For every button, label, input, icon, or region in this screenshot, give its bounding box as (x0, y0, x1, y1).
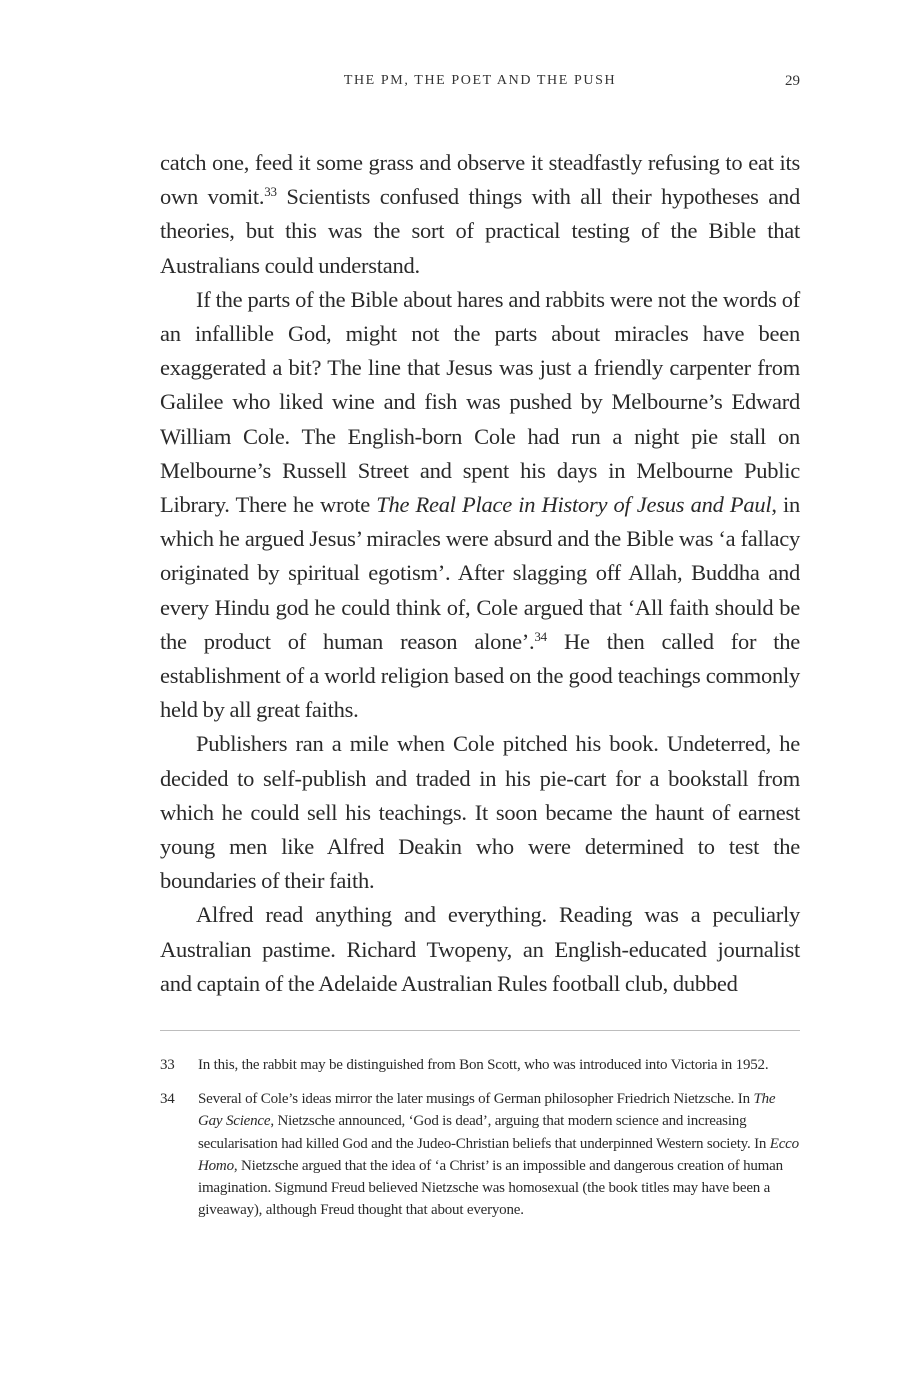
footnote-34-text-a: Several of Cole’s ideas mirror the later musings of German philosopher Friedrich Nietzsche. In (198, 1091, 754, 1108)
footnote-34 (160, 1088, 800, 1221)
footnote-reference-34: 34 (534, 628, 547, 644)
paragraph-2-text-a: If the parts of the Bible about hares and rabbits were not the words of an infallible God, might not the parts about miracles have been exaggerated a bit? The line that Jesus was just a friendly carpenter from Galilee who liked wine and fish was pushed by Melbourne’s Edward William Cole. The English-born Cole had run a night pie stall on Melbourne’s Russell Street and spent his days in Melbourne Public Library. There he wrote (160, 286, 800, 518)
running-title: THE PM, THE POET AND THE PUSH (343, 73, 617, 88)
paragraph-1 (160, 146, 800, 283)
footnote-text (198, 1088, 800, 1221)
paragraph-2-text-c: He then called for the establishment of a world religion based on the good teachings commonly held by all great faiths. (160, 628, 800, 723)
footnote-text: In this, the rabbit may be distinguished from Bon Scott, who was introduced into Victoria in 1952. (198, 1057, 769, 1073)
footnote-divider (160, 1030, 800, 1031)
paragraph-1-text-a: catch one, feed it some grass and observe it steadfastly refusing to eat its own vomit. (160, 150, 800, 210)
footnote-number: 33 (160, 1057, 175, 1073)
page-number: 29 (785, 73, 800, 89)
footnote-reference-33: 33 (264, 184, 277, 200)
footnote-34-text-b: , Nietzsche announced, ‘God is dead’, arguing that modern science and increasing secularisation had killed God and the Judeo-Christian beliefs that underpinned Western society. In (198, 1113, 770, 1152)
footnote-book-title-1: The Gay Science (198, 1091, 776, 1130)
paragraph-3: Publishers ran a mile when Cole pitched his book. Undeterred, he decided to self-publish and traded in his pie-cart for a bookstall from which he could sell his teachings. It soon became the haunt of earnest young men like Alfred Deakin who were determined to test the boundaries of their faith. (160, 731, 800, 894)
footnote-number: 34 (160, 1091, 175, 1108)
paragraph-2 (160, 283, 800, 728)
paragraph-4: Alfred read anything and everything. Reading was a peculiarly Australian pastime. Richard Twopeny, an English-educated journalist and captain of the Adelaide Australian Rules football club, dubbed (160, 902, 800, 996)
paragraph-1-text-b: Scientists confused things with all their hypotheses and theories, but this was the sort of practical testing of the Bible that Australians could understand. (160, 184, 800, 278)
book-title: The Real Place in History of Jesus and Paul (376, 492, 772, 518)
running-header (160, 73, 800, 95)
footnote-33 (160, 1054, 800, 1076)
footnote-book-title-2: Ecco Homo (198, 1135, 799, 1174)
paragraph-2-text-b: , in which he argued Jesus’ miracles were absurd and the Bible was ‘a fallacy originated by spiritual egotism’. After slagging off Allah, Buddha and every Hindu god he could think of, Cole argued that ‘All faith should be the product of human reason alone’. (160, 492, 800, 654)
footnote-34-text-c: , Nietzsche argued that the idea of ‘a Christ’ is an impossible and dangerous creation of human imagination. Sigmund Freud believed Nietzsche was homosexual (the book titles may have been a giveaway), although Freud thought that about everyone. (198, 1157, 783, 1219)
body-text (160, 146, 800, 1001)
footnotes (160, 1054, 800, 1233)
